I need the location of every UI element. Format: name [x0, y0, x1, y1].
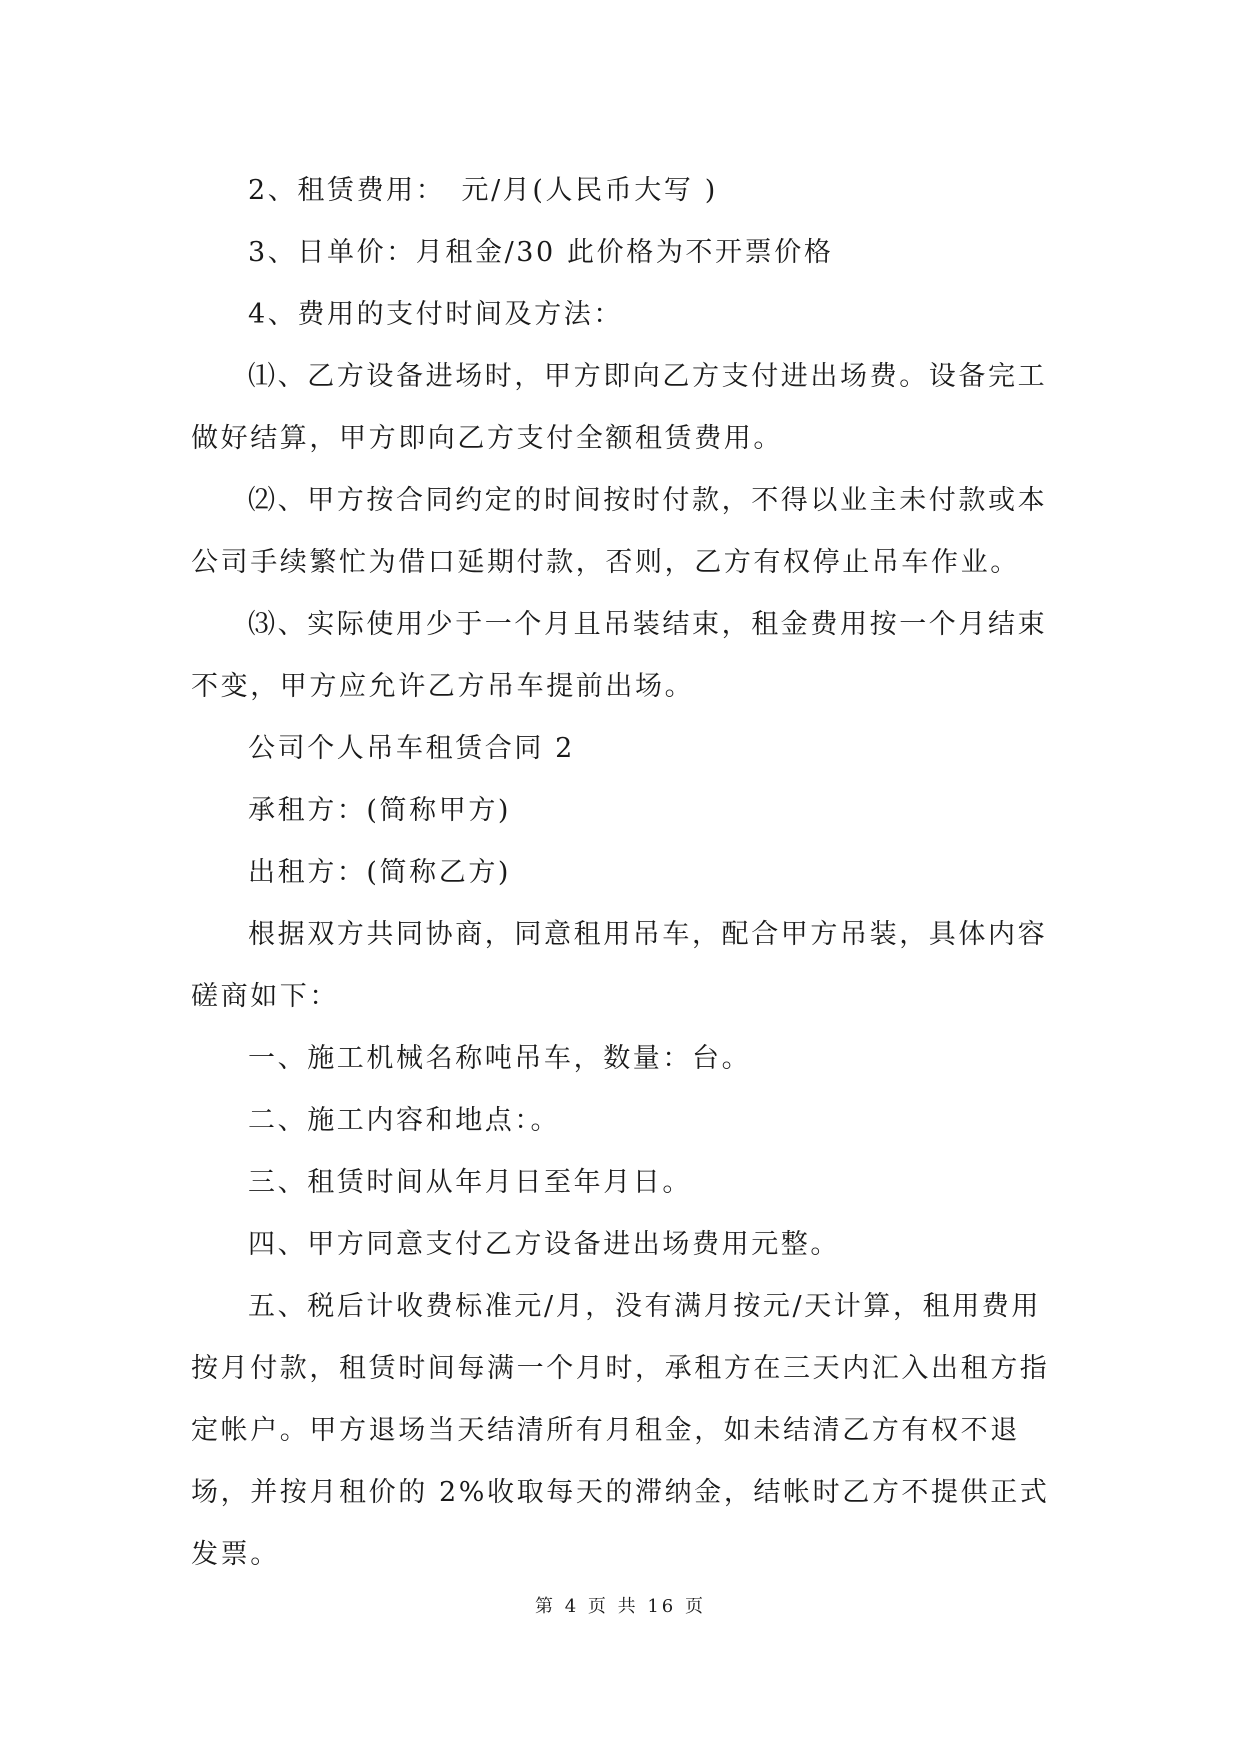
page-number-footer: 第 4 页 共 16 页 — [535, 1596, 706, 1617]
paragraph-payment-heading: 4、费用的支付时间及方法： — [248, 299, 623, 330]
clause-1: 一、施工机械名称吨吊车，数量：台。 — [248, 1043, 752, 1074]
contract-title: 公司个人吊车租赁合同 2 — [248, 733, 575, 764]
clause-2: 二、施工内容和地点：。 — [248, 1105, 561, 1136]
clause-4: 四、甲方同意支付乙方设备进出场费用元整。 — [248, 1229, 840, 1260]
paragraph-payment-item-2: ⑵、甲方按合同约定的时间按时付款，不得以业主未付款或本公司手续繁忙为借口延期付款，否则，乙方有权停止吊车作业。 — [191, 485, 1048, 578]
paragraph-preamble: 根据双方共同协商，同意租用吊车，配合甲方吊装，具体内容磋商如下： — [191, 919, 1048, 1012]
document-body — [191, 160, 1051, 1586]
clause-3: 三、租赁时间从年月日至年月日。 — [248, 1167, 692, 1198]
paragraph-daily-price: 3、日单价：月租金/30 此价格为不开票价格 — [248, 237, 834, 268]
paragraph-rental-fee: 2、租赁费用： 元/月(人民币大写 ) — [248, 175, 718, 206]
paragraph-payment-item-1: ⑴、乙方设备进场时，甲方即向乙方支付进出场费。设备完工做好结算，甲方即向乙方支付全额租赁费用。 — [191, 361, 1048, 454]
paragraph-lessee: 承租方：(简称甲方) — [248, 795, 512, 826]
paragraph-payment-item-3: ⑶、实际使用少于一个月且吊装结束，租金费用按一个月结束不变，甲方应允许乙方吊车提前出场。 — [191, 609, 1048, 702]
clause-5: 五、税后计收费标准元/月，没有满月按元/天计算，租用费用按月付款，租赁时间每满一个月时，承租方在三天内汇入出租方指定帐户。甲方退场当天结清所有月租金，如未结清乙方有权不退场，并按月租价的 2%收取每天的滞纳金，结帐时乙方不提供正式发票。 — [191, 1291, 1050, 1570]
paragraph-lessor: 出租方：(简称乙方) — [248, 857, 512, 888]
